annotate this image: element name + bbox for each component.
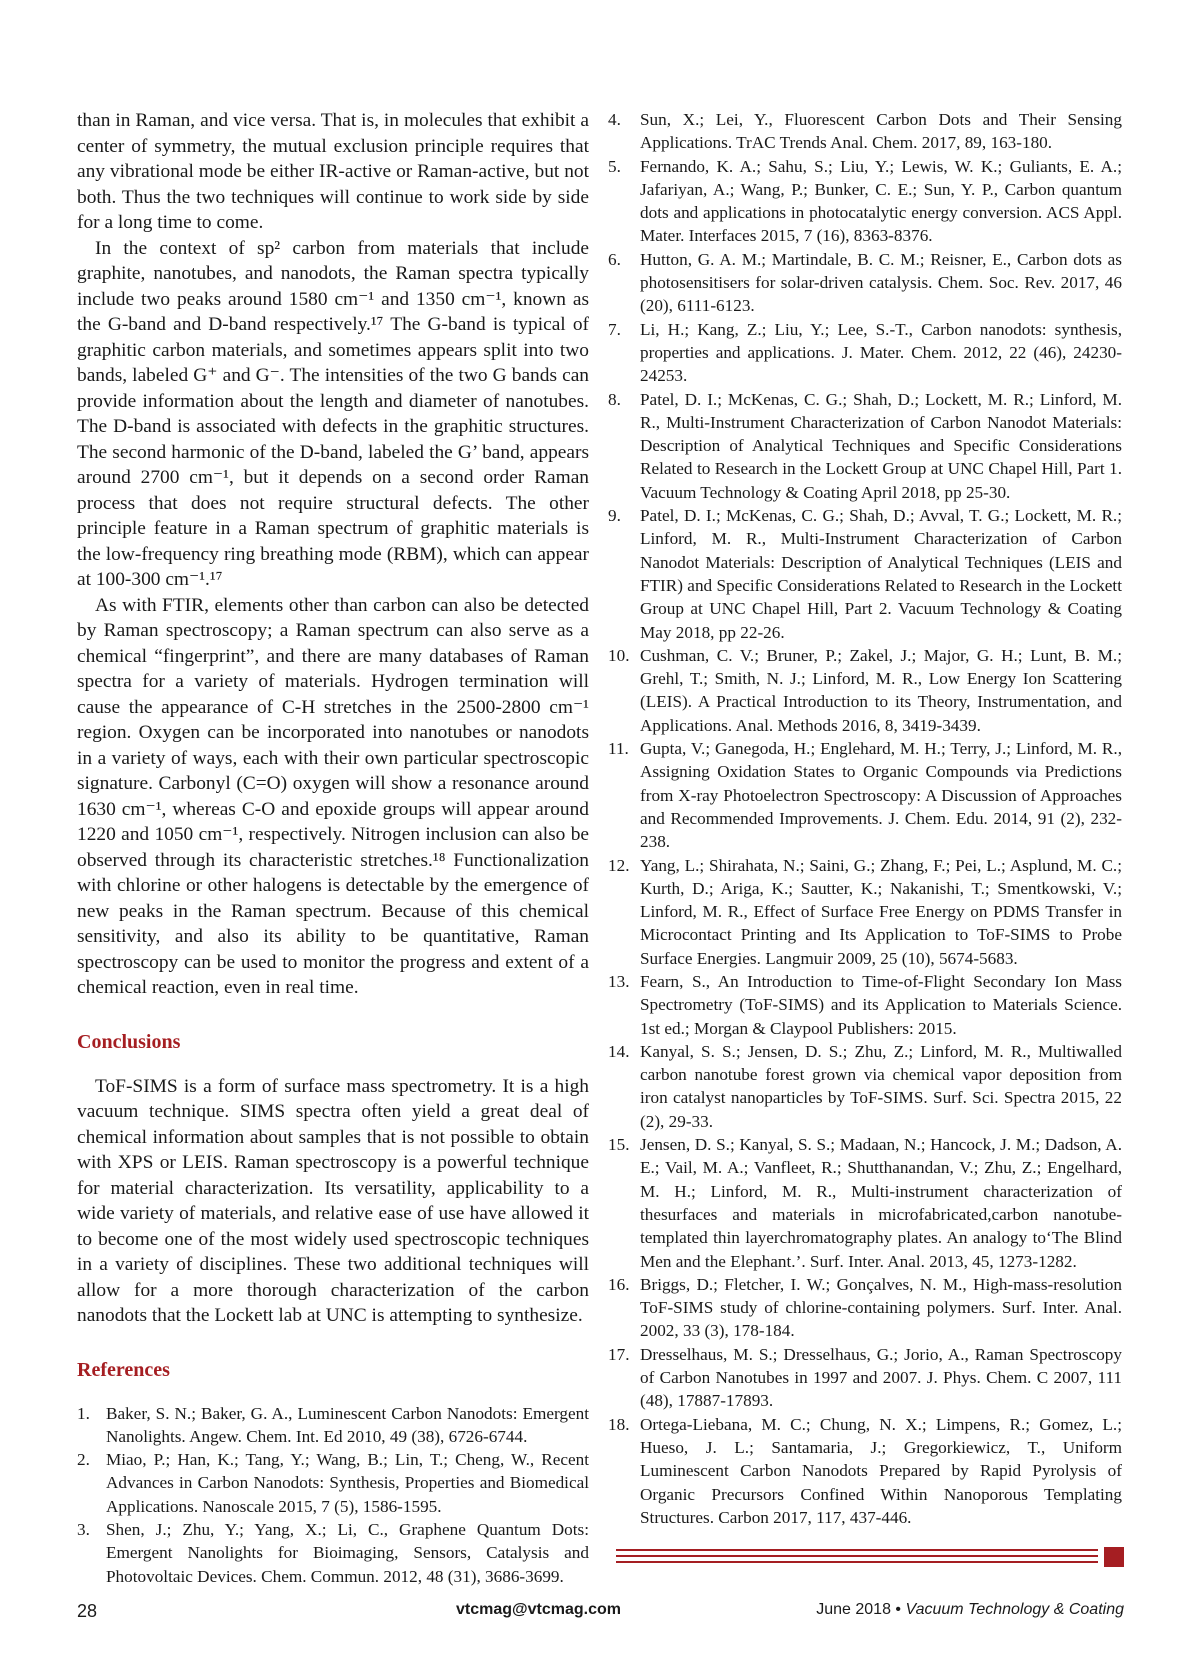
reference-text: Cushman, C. V.; Bruner, P.; Zakel, J.; Major, G. H.; Lunt, B. M.; Grehl, T.; Smith, N. J.; Linford, M. R., Low Energy Ion Scattering (LEIS). A Practical Introduction to its Theory, Instrumentation, and Applications. Anal. Methods 2016, 8, 3419-3439. [640, 645, 1122, 735]
reference-text: Patel, D. I.; McKenas, C. G.; Shah, D.; Lockett, M. R.; Linford, M. R., Multi-Instrument Characterization of Carbon Nanodot Materials: Description of Analytical Techniques and Specific Considerations Related to Research in the Lockett Group at UNC Chapel Hill, Part 1. Vacuum Technology & Coating April 2018, pp 25-30. [640, 389, 1122, 502]
reference-number: 16. [608, 1274, 630, 1294]
reference-number: 4. [608, 110, 621, 129]
reference-text: Briggs, D.; Fletcher, I. W.; Gonçalves, N. M., High-mass-resolution ToF-SIMS study of chlorine-containing polymers. Surf. Inter. Anal. 2002, 33 (3), 178-184. [640, 1274, 1122, 1341]
reference-item [610, 1133, 1122, 1273]
footer-magazine-title: Vacuum Technology & Coating [905, 1601, 1124, 1618]
reference-text: Kanyal, S. S.; Jensen, D. S.; Zhu, Z.; Linford, M. R., Multiwalled carbon nanotube forest grown via chemical vapor deposition from iron catalyst nanoparticles by ToF-SIMS. Surf. Sci. Spectra 2015, 22 (2), 29-33. [640, 1041, 1122, 1131]
reference-item [610, 1343, 1122, 1413]
reference-item [77, 1448, 589, 1518]
end-rule-line [616, 1555, 1098, 1557]
article-end-mark [616, 1547, 1124, 1565]
reference-number: 5. [608, 156, 621, 176]
conclusions-heading: Conclusions [77, 1030, 181, 1053]
reference-number: 3. [77, 1519, 90, 1539]
reference-number: 2. [77, 1450, 90, 1470]
reference-text: Hutton, G. A. M.; Martindale, B. C. M.; Reisner, E., Carbon dots as photosensitisers for solar-driven catalysis. Chem. Soc. Rev. 2017, 46 (20), 6111-6123. [640, 249, 1122, 316]
reference-item [610, 1273, 1122, 1343]
reference-list [77, 1402, 589, 1588]
reference-text: Fearn, S., An Introduction to Time-of-Flight Secondary Ion Mass Spectrometry (ToF-SIMS) and its Application to Materials Science. 1st ed.; Morgan & Claypool Publishers: 2015. [640, 971, 1122, 1038]
reference-item [610, 318, 1122, 388]
right-column [610, 108, 1122, 1529]
reference-item [610, 644, 1122, 737]
footer-email[interactable]: vtcmag@vtcmag.com [456, 1601, 621, 1618]
reference-number: 12. [608, 855, 630, 875]
reference-item [610, 248, 1122, 318]
reference-number: 9. [608, 506, 621, 526]
reference-text: Baker, S. N.; Baker, G. A., Luminescent Carbon Nanodots: Emergent Nanolights. Angew. Chem. Int. Ed 2010, 49 (38), 6726-6744. [106, 1403, 589, 1446]
reference-number: 10. [608, 645, 630, 665]
reference-number: 7. [608, 319, 621, 339]
conclusions-paragraph: ToF-SIMS is a form of surface mass spectrometry. It is a high vacuum technique. SIMS spectra often yield a great deal of chemical information about samples that is not possible to obtain with XPS or LEIS. Raman spectroscopy is a powerful technique for material characterization. Its versatility, applicability to a wide variety of materials, and relative ease of use have allowed it to become one of the most widely used spectroscopic techniques in a variety of disciplines. These two additional techniques will allow for a more thorough characterization of the carbon nanodots that the Lockett lab at UNC is attempting to synthesize. [77, 1075, 589, 1326]
end-rule-line [616, 1549, 1098, 1551]
reference-text: Yang, L.; Shirahata, N.; Saini, G.; Zhang, F.; Pei, L.; Asplund, M. C.; Kurth, D.; Ariga, K.; Sautter, K.; Nakanishi, T.; Smentkowski, V.; Linford, M. R., Effect of Surface Free Energy on PDMS Transfer in Microcontact Printing and Its Application to ToF-SIMS to Probe Surface Energies. Langmuir 2009, 25 (10), 5674-5683. [640, 855, 1122, 968]
reference-item [77, 1518, 589, 1588]
reference-item [77, 1402, 589, 1449]
left-column [77, 108, 589, 1588]
footer-issue [816, 1601, 1124, 1619]
reference-item [610, 388, 1122, 504]
reference-text: Miao, P.; Han, K.; Tang, Y.; Wang, B.; Lin, T.; Cheng, W., Recent Advances in Carbon Nanodots: Synthesis, Properties and Biomedical Applications. Nanoscale 2015, 7 (5), 1586-1595. [106, 1450, 589, 1516]
reference-text: Li, H.; Kang, Z.; Liu, Y.; Lee, S.-T., Carbon nanodots: synthesis, properties and applications. J. Mater. Chem. 2012, 22 (46), 24230-24253. [640, 319, 1122, 386]
reference-number: 11. [608, 739, 629, 759]
body-paragraph: In the context of sp² carbon from materials that include graphite, nanotubes, and nanodots, the Raman spectra typically include two peaks around 1580 cm⁻¹ and 1350 cm⁻¹, known as the G-band and D-band respectively.¹⁷ The G-band is typical of graphitic carbon materials, and sometimes appears split into two bands, labeled G⁺ and G⁻. The intensities of the two G bands can provide information about the length and diameter of nanotubes. The D-band is associated with defects in the graphitic structures. The second harmonic of the D-band, labeled the G’ band, appears around 2700 cm⁻¹, but it depends on a second order Raman process that does not require structural defects. The other principle feature in a Raman spectrum of graphitic materials is the low-frequency ring breathing mode (RBM), which can appear at 100-300 cm⁻¹.¹⁷ [77, 237, 589, 590]
reference-item [610, 970, 1122, 1040]
reference-text: Patel, D. I.; McKenas, C. G.; Shah, D.; Avval, T. G.; Lockett, M. R.; Linford, M. R., Multi-Instrument Characterization of Carbon Nanodot Materials: Description of Analytical Techniques (LEIS and FTIR) and Specific Considerations Related to Research in the Lockett Group at UNC Chapel Hill, Part 2. Vacuum Technology & Coating May 2018, pp 22-26. [640, 506, 1122, 642]
reference-number: 17. [608, 1344, 630, 1364]
body-paragraph: than in Raman, and vice versa. That is, in molecules that exhibit a center of symmetry, the mutual exclusion principle requires that any vibrational mode be either IR-active or Raman-active, but not both. Thus the two techniques will continue to work side by side for a long time to come. [77, 110, 589, 233]
reference-number: 14. [608, 1041, 630, 1061]
end-rule-line [616, 1561, 1098, 1563]
body-paragraph: As with FTIR, elements other than carbon can also be detected by Raman spectroscopy; a Raman spectrum can also serve as a chemical “fingerprint”, and there are many databases of Raman spectra for a variety of materials. Hydrogen termination will cause the appearance of C-H stretches in the 2500-2800 cm⁻¹ region. Oxygen can be incorporated into nanotubes or nanodots in a variety of ways, each with their own particular spectroscopic signature. Carbonyl (C=O) oxygen will show a resonance around 1630 cm⁻¹, whereas C-O and epoxide groups will appear around 1220 and 1050 cm⁻¹, respectively. Nitrogen inclusion can also be observed through its characteristic stretches.¹⁸ Functionalization with chlorine or other halogens is detectable by the emergence of new peaks in the Raman spectrum. Because of this chemical sensitivity, and also its ability to be quantitative, Raman spectroscopy can be used to monitor the progress and extent of a chemical reaction, even in real time. [77, 594, 589, 998]
references-heading: References [77, 1358, 170, 1381]
reference-item [610, 504, 1122, 644]
reference-text: Dresselhaus, M. S.; Dresselhaus, G.; Jorio, A., Raman Spectroscopy of Carbon Nanotubes in 1997 and 2007. J. Phys. Chem. C 2007, 111 (48), 17887-17893. [640, 1344, 1122, 1411]
reference-number: 18. [608, 1414, 630, 1434]
reference-item [610, 155, 1122, 248]
reference-number: 6. [608, 249, 621, 269]
reference-number: 15. [608, 1135, 630, 1155]
reference-text: Fernando, K. A.; Sahu, S.; Liu, Y.; Lewis, W. K.; Guliants, E. A.; Jafariyan, A.; Wang, P.; Bunker, C. E.; Sun, Y. P., Carbon quantum dots and applications in photocatalytic energy conversion. ACS Appl. Mater. Interfaces 2015, 7 (16), 8363-8376. [640, 156, 1122, 246]
reference-text: Gupta, V.; Ganegoda, H.; Englehard, M. H.; Terry, J.; Linford, M. R., Assigning Oxidation States to Organic Compounds via Predictions from X-ray Photoelectron Spectroscopy: A Discussion of Approaches and Recommended Improvements. J. Chem. Edu. 2014, 91 (2), 232-238. [640, 739, 1122, 852]
footer-separator: • [895, 1601, 902, 1618]
reference-item [610, 1040, 1122, 1133]
reference-number: 8. [608, 389, 621, 409]
reference-text: Sun, X.; Lei, Y., Fluorescent Carbon Dots and Their Sensing Applications. TrAC Trends Anal. Chem. 2017, 89, 163-180. [640, 110, 1122, 153]
end-square-icon [1104, 1547, 1124, 1567]
footer-issue-date: June 2018 [816, 1601, 891, 1618]
reference-number: 1. [77, 1403, 90, 1423]
reference-item [610, 1413, 1122, 1529]
reference-item [610, 737, 1122, 853]
reference-number: 13. [608, 971, 630, 991]
reference-text: Ortega-Liebana, M. C.; Chung, N. X.; Limpens, R.; Gomez, L.; Hueso, J. L.; Santamaria, J.; Gregorkiewicz, T., Uniform Luminescent Carbon Nanodots Prepared by Rapid Pyrolysis of Organic Precursors Confined Within Nanoporous Templating Structures. Carbon 2017, 117, 437-446. [640, 1414, 1122, 1527]
reference-text: Jensen, D. S.; Kanyal, S. S.; Madaan, N.; Hancock, J. M.; Dadson, A. E.; Vail, M. A.; Vanfleet, R.; Shutthanandan, V.; Zhu, Z.; Engelhard, M. H.; Linford, M. R., Multi-instrument characterization of thesurfaces and materials in microfabricated,carbon nanotube-templated thin layerchromatography plates. An analogy to‘The Blind Men and the Elephant.’. Surf. Inter. Anal. 2013, 45, 1273-1282. [640, 1135, 1122, 1271]
page-number: 28 [77, 1601, 98, 1621]
reference-item [610, 108, 1122, 155]
reference-item [610, 854, 1122, 970]
reference-text: Shen, J.; Zhu, Y.; Yang, X.; Li, C., Graphene Quantum Dots: Emergent Nanolights for Bioimaging, Sensors, Catalysis and Photovoltaic Devices. Chem. Commun. 2012, 48 (31), 3686-3699. [106, 1519, 589, 1586]
